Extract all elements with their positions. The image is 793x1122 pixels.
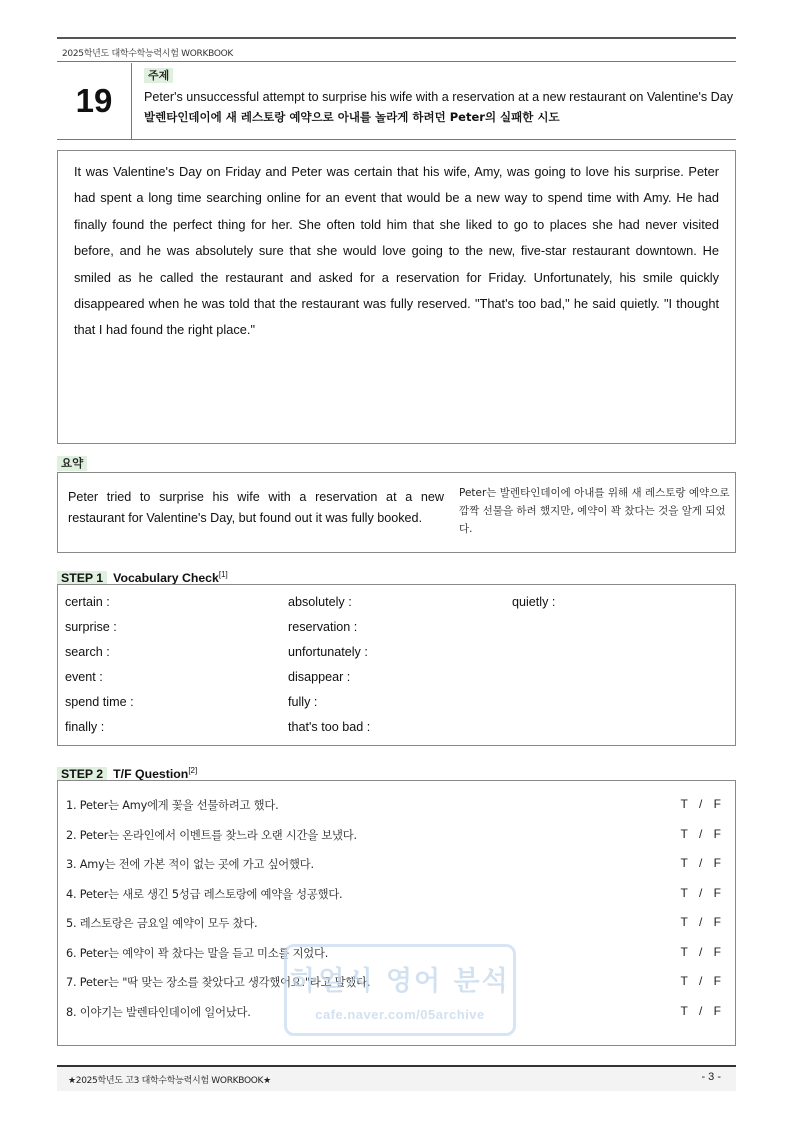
- tf-question-text: 5. 레스토랑은 금요일 예약이 모두 찼다.: [66, 917, 258, 930]
- tf-question-text: 3. Amy는 전에 가본 적이 없는 곳에 가고 싶어했다.: [66, 858, 314, 871]
- tf-answer-choice[interactable]: T / F: [680, 915, 721, 929]
- tf-question-text: 6. Peter는 예약이 꽉 찼다는 말을 듣고 미소를 지었다.: [66, 947, 329, 960]
- step2-heading: [57, 763, 198, 782]
- watermark-url: cafe.naver.com/05archive: [315, 1007, 485, 1022]
- top-rule: [57, 37, 736, 39]
- vocab-item: disappear :: [288, 670, 351, 684]
- summary-box: [57, 472, 736, 553]
- tf-question-row: [66, 797, 721, 817]
- vocab-item: finally :: [65, 720, 105, 734]
- vocab-item: surprise :: [65, 620, 117, 634]
- workbook-label: 2025학년도 대학수학능력시험 WORKBOOK: [62, 49, 233, 59]
- tf-question-text: 4. Peter는 새로 생긴 5성급 레스토랑에 예약을 성공했다.: [66, 888, 343, 901]
- vocab-item: event :: [65, 670, 103, 684]
- vocab-item: spend time :: [65, 695, 134, 709]
- topic-tag: 주제: [144, 68, 173, 83]
- tf-answer-choice[interactable]: T / F: [680, 886, 721, 900]
- watermark-title: 하얼시 영어 분석: [290, 966, 510, 997]
- header-divider: [57, 61, 736, 62]
- summary-korean: Peter는 발렌타인데이에 아내를 위해 새 레스토랑 예약으로 깜짝 선물을 하려 했지만, 예약이 꽉 찼다는 것을 알게 되었다.: [459, 487, 730, 535]
- vocab-item: absolutely :: [288, 595, 352, 609]
- step2-footnote: [2]: [188, 766, 198, 775]
- page-number: - 3 -: [701, 1071, 721, 1083]
- tf-answer-choice[interactable]: T / F: [680, 945, 721, 959]
- tf-question-text: 2. Peter는 온라인에서 이벤트를 찾느라 오랜 시간을 보냈다.: [66, 829, 357, 842]
- summary-tag: 요약: [57, 456, 87, 471]
- passage-box: [57, 150, 736, 444]
- step1-footnote: [1]: [218, 570, 228, 579]
- footer-label: ★2025학년도 고3 대학수학능력시험 WORKBOOK★: [68, 1076, 271, 1086]
- step1-heading: [57, 567, 228, 586]
- summary-english: Peter tried to surprise his wife with a reservation at a new restaurant for Valentine's Day, but found out it was fully booked.: [68, 490, 444, 525]
- tf-answer-choice[interactable]: T / F: [680, 797, 721, 811]
- tf-question-text: 8. 이야기는 발렌타인데이에 일어났다.: [66, 1006, 251, 1019]
- vocab-item: reservation :: [288, 620, 358, 634]
- watermark-stamp: [284, 944, 516, 1036]
- vocab-item: that's too bad :: [288, 720, 371, 734]
- topic-english: Peter's unsuccessful attempt to surprise his wife with a reservation at a new restaurant on Valentine's Day: [144, 90, 734, 104]
- vocabulary-box: [57, 584, 736, 746]
- vocab-item: quietly :: [512, 595, 556, 609]
- tf-answer-choice[interactable]: T / F: [680, 974, 721, 988]
- question-number-divider: [131, 63, 132, 139]
- vocab-item: certain :: [65, 595, 110, 609]
- header-bottom-rule: [57, 139, 736, 140]
- tf-question-text: 1. Peter는 Amy에게 꽃을 선물하려고 했다.: [66, 799, 279, 812]
- tf-question-row: [66, 856, 721, 876]
- passage-text: It was Valentine's Day on Friday and Peter was certain that his wife, Amy, was going to love his surprise. Peter had spent a long time searching online for an event that would be a new way to spend time with Amy. He had finally found the perfect thing for her. She often told him that she liked to go to places she had never visited before, and he was absolutely sure that she would love going to the new, five-star restaurant downtown. He smiled as he called the restaurant and asked for a reservation for Friday. Unfortunately, his smile quickly disappeared when he was told that the restaurant was fully reserved. "That's too bad," he said quietly. "I thought that I had found the right place.": [74, 164, 719, 338]
- step1-title: Vocabulary Check: [113, 571, 219, 586]
- tf-question-row: [66, 915, 721, 935]
- tf-answer-choice[interactable]: T / F: [680, 856, 721, 870]
- step1-tag: STEP 1: [57, 571, 107, 585]
- tf-answer-choice[interactable]: T / F: [680, 1004, 721, 1018]
- vocab-item: fully :: [288, 695, 318, 709]
- tf-answer-choice[interactable]: T / F: [680, 827, 721, 841]
- vocab-item: unfortunately :: [288, 645, 368, 659]
- topic-korean: 발렌타인데이에 새 레스토랑 예약으로 아내를 놀라게 하려던 Peter의 실패한 시도: [144, 110, 560, 124]
- vocab-item: search :: [65, 645, 110, 659]
- tf-question-row: [66, 827, 721, 847]
- step2-tag: STEP 2: [57, 767, 107, 781]
- tf-question-row: [66, 886, 721, 906]
- question-number: 19: [75, 82, 113, 119]
- step2-title: T/F Question: [113, 767, 189, 782]
- tf-question-text: 7. Peter는 "딱 맞는 장소를 찾았다고 생각했어요."라고 말했다.: [66, 976, 371, 989]
